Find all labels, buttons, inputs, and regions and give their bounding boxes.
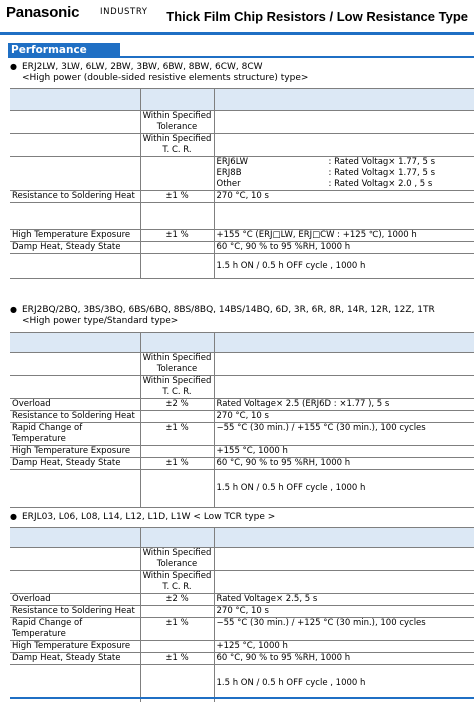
table-row [10, 423, 474, 446]
test-name: Rapid Change of Temperature [10, 618, 140, 641]
section-tab-performance: Performance [8, 43, 120, 57]
change-limit: ±1 % [140, 653, 214, 665]
table-row [10, 230, 474, 242]
test-condition: 60 °C, 90 % to 95 %RH, 1000 h [214, 242, 474, 254]
section-models: ERJL03, L06, L08, L14, L12, L1D, L1W < Low TCR type > [22, 512, 276, 522]
performance-table-2 [10, 332, 474, 508]
test-condition: 270 °C, 10 s [214, 606, 474, 618]
section-2-heading [10, 304, 474, 327]
test-name: Resistance to Soldering Heat [10, 606, 140, 618]
footer-divider [10, 697, 474, 699]
test-name: Rapid Change of Temperature [10, 423, 140, 446]
table-row [10, 594, 474, 606]
brand-industry: INDUSTRY [100, 7, 148, 17]
table-row [10, 254, 474, 279]
test-condition: +125 °C, 1000 h [214, 641, 474, 653]
change-limit: ±1 % [140, 618, 214, 641]
test-condition: 270 °C, 10 s [214, 411, 474, 423]
tolerance-label: Within Specified Tolerance [140, 548, 214, 571]
cycle-condition: 1.5 h ON / 0.5 h OFF cycle , 1000 h [214, 470, 474, 508]
test-condition: Rated Voltage× 2.5 (ERJ6D : ×1.77 ), 5 s [214, 399, 474, 411]
page-header [0, 0, 474, 38]
change-limit: ±2 % [140, 399, 214, 411]
test-name: Overload [10, 399, 140, 411]
test-name: Damp Heat, Steady State [10, 242, 140, 254]
table-row [10, 618, 474, 641]
header-divider [0, 32, 474, 35]
table-row [10, 641, 474, 653]
section-1-heading [10, 61, 474, 84]
test-condition: +155 °C (ERJ□LW, ERJ□CW : +125 ℃), 1000 h [214, 230, 474, 242]
tcr-label: Within Specified T. C. R. [140, 571, 214, 594]
change-limit [140, 606, 214, 618]
table-row [10, 470, 474, 508]
condition-cell: : Rated Voltag× 2.0 , 5 s [328, 179, 433, 189]
table-row [10, 458, 474, 470]
tcr-label: Within Specified T. C. R. [140, 134, 214, 157]
change-limit: ±1 % [140, 423, 214, 446]
section-subtitle: <High power (double-sided resistive elements structure) type> [22, 73, 309, 83]
table-row [10, 446, 474, 458]
table-row-overload [10, 157, 474, 191]
tolerance-label: Within Specified Tolerance [140, 111, 214, 134]
bullet-icon: ● [10, 512, 17, 521]
test-name: Overload [10, 594, 140, 606]
change-limit [140, 446, 214, 458]
section-divider [8, 56, 474, 58]
table-row [10, 411, 474, 423]
table-row [10, 191, 474, 203]
change-limit [140, 411, 214, 423]
change-limit: ±1 % [140, 230, 214, 242]
table-row [10, 203, 474, 230]
test-name: Damp Heat, Steady State [10, 458, 140, 470]
performance-table-1 [10, 88, 474, 279]
page-title: Thick Film Chip Resistors / Low Resistance Type [166, 9, 468, 24]
section-models: ERJ2LW, 3LW, 6LW, 2BW, 3BW, 6BW, 8BW, 6CW, 8CW [22, 62, 263, 72]
performance-table-3 [10, 527, 474, 702]
table-header-row [10, 333, 474, 353]
change-limit: ±1 % [140, 458, 214, 470]
section-subtitle: <High power type/Standard type> [22, 316, 179, 326]
table-row [10, 399, 474, 411]
test-name: High Temperature Exposure [10, 230, 140, 242]
test-name: High Temperature Exposure [10, 641, 140, 653]
tolerance-label: Within Specified Tolerance [140, 353, 214, 376]
change-limit: ±1 % [140, 191, 214, 203]
test-condition: 270 °C, 10 s [214, 191, 474, 203]
table-row [10, 353, 474, 376]
tcr-label: Within Specified T. C. R. [140, 376, 214, 399]
test-condition: −55 °C (30 min.) / +125 °C (30 min.), 100 cycles [214, 618, 474, 641]
model-cell: Other [216, 179, 241, 189]
test-condition: −55 °C (30 min.) / +155 °C (30 min.), 100 cycles [214, 423, 474, 446]
table-row [10, 653, 474, 665]
change-limit: ±2 % [140, 594, 214, 606]
bullet-icon: ● [10, 62, 17, 71]
table-row [10, 242, 474, 254]
section-models: ERJ2BQ/2BQ, 3BS/3BQ, 6BS/6BQ, 8BS/8BQ, 14BS/14BQ, 6D, 3R, 6R, 8R, 14R, 12R, 12Z, 1TR [22, 305, 435, 315]
test-name: Damp Heat, Steady State [10, 653, 140, 665]
change-limit [140, 641, 214, 653]
section-3-heading [10, 511, 474, 523]
test-condition: 60 °C, 90 % to 95 %RH, 1000 h [214, 653, 474, 665]
table-row [10, 571, 474, 594]
table-row [10, 111, 474, 134]
test-name: High Temperature Exposure [10, 446, 140, 458]
table-row [10, 548, 474, 571]
condition-cell: : Rated Voltag× 1.77, 5 s [328, 168, 435, 178]
cycle-condition: 1.5 h ON / 0.5 h OFF cycle , 1000 h [214, 665, 474, 702]
table-row [10, 606, 474, 618]
model-cell: ERJ8B [216, 168, 242, 178]
brand-logo: Panasonic [6, 4, 80, 21]
test-condition: 60 °C, 90 % to 95 %RH, 1000 h [214, 458, 474, 470]
table-row [10, 376, 474, 399]
table-row [10, 134, 474, 157]
model-cell: ERJ6LW [216, 157, 249, 167]
test-condition: Rated Voltage× 2.5, 5 s [214, 594, 474, 606]
overload-conditions [214, 157, 474, 191]
test-condition: +155 °C, 1000 h [214, 446, 474, 458]
condition-cell: : Rated Voltag× 1.77, 5 s [328, 157, 435, 167]
test-name: Resistance to Soldering Heat [10, 411, 140, 423]
bullet-icon: ● [10, 305, 17, 314]
test-name: Resistance to Soldering Heat [10, 191, 140, 203]
table-header-row [10, 528, 474, 548]
change-limit [140, 242, 214, 254]
cycle-condition: 1.5 h ON / 0.5 h OFF cycle , 1000 h [214, 254, 474, 279]
table-header-row [10, 89, 474, 111]
